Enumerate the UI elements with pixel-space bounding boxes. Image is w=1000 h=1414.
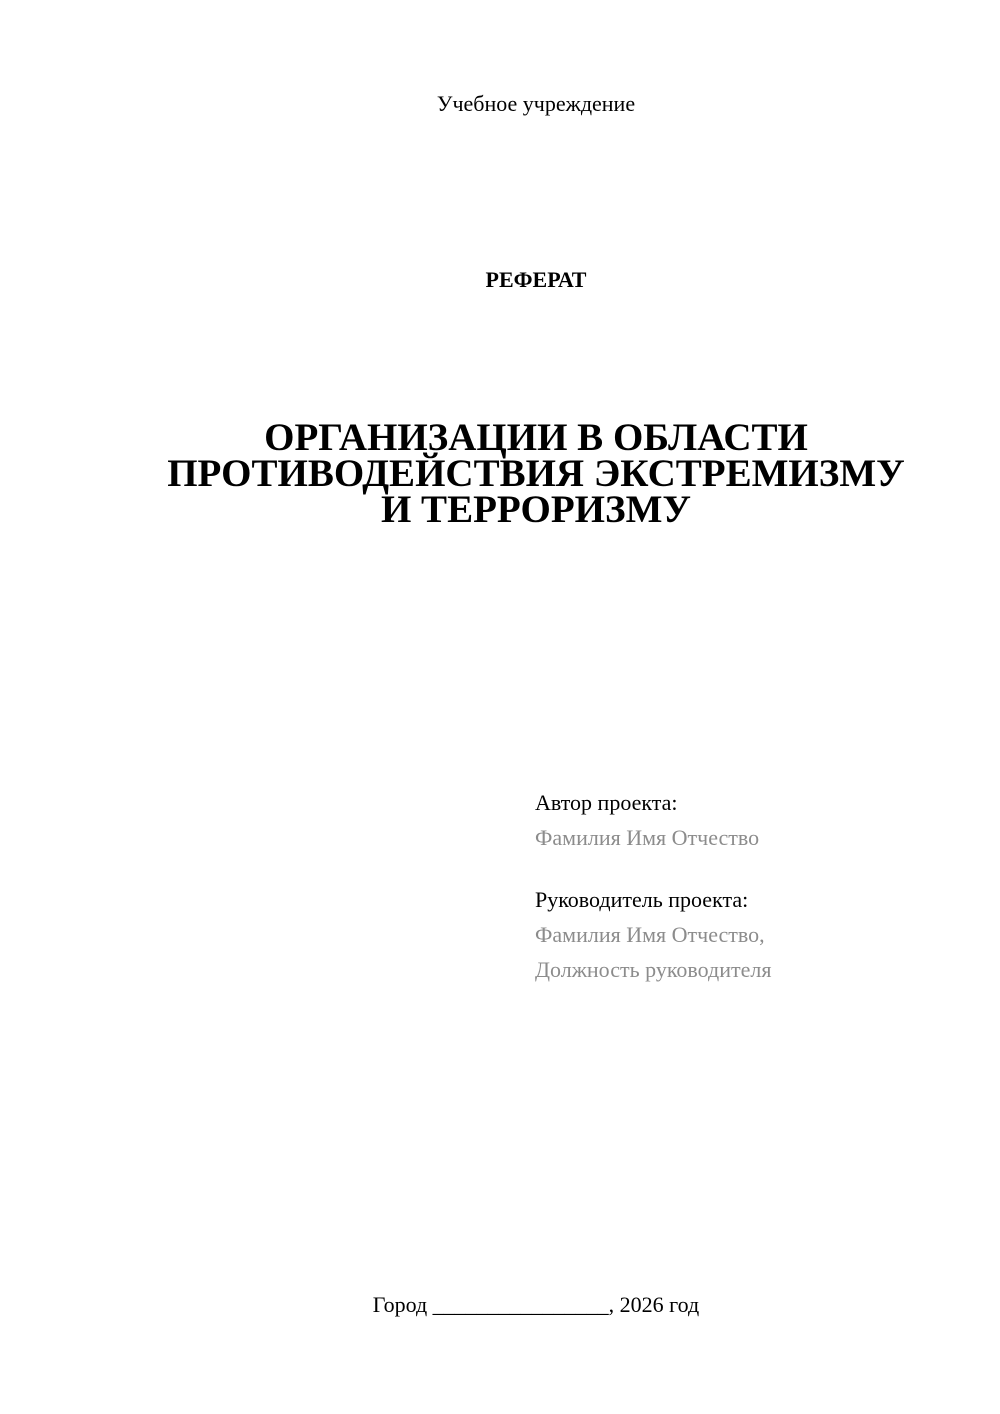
title-line: ПРОТИВОДЕЙСТВИЯ ЭКСТРЕМИЗМУ [167, 452, 905, 495]
spacer [535, 855, 975, 882]
title-line: ОРГАНИЗАЦИИ В ОБЛАСТИ [264, 416, 808, 459]
institution-name: Учебное учреждение [436, 91, 636, 116]
credits-block [535, 785, 975, 987]
document-type: РЕФЕРАТ [485, 267, 587, 292]
author-label: Автор проекта: [535, 790, 678, 815]
supervisor-position: Должность руководителя [535, 957, 772, 982]
title-line: И ТЕРРОРИЗМУ [380, 488, 692, 531]
author-name: Фамилия Имя Отчество [535, 825, 760, 850]
document-title [100, 416, 972, 531]
city-year-footer: Город ________________, 2026 год [372, 1292, 700, 1317]
supervisor-name: Фамилия Имя Отчество, [535, 922, 765, 947]
supervisor-label: Руководитель проекта: [535, 887, 749, 912]
